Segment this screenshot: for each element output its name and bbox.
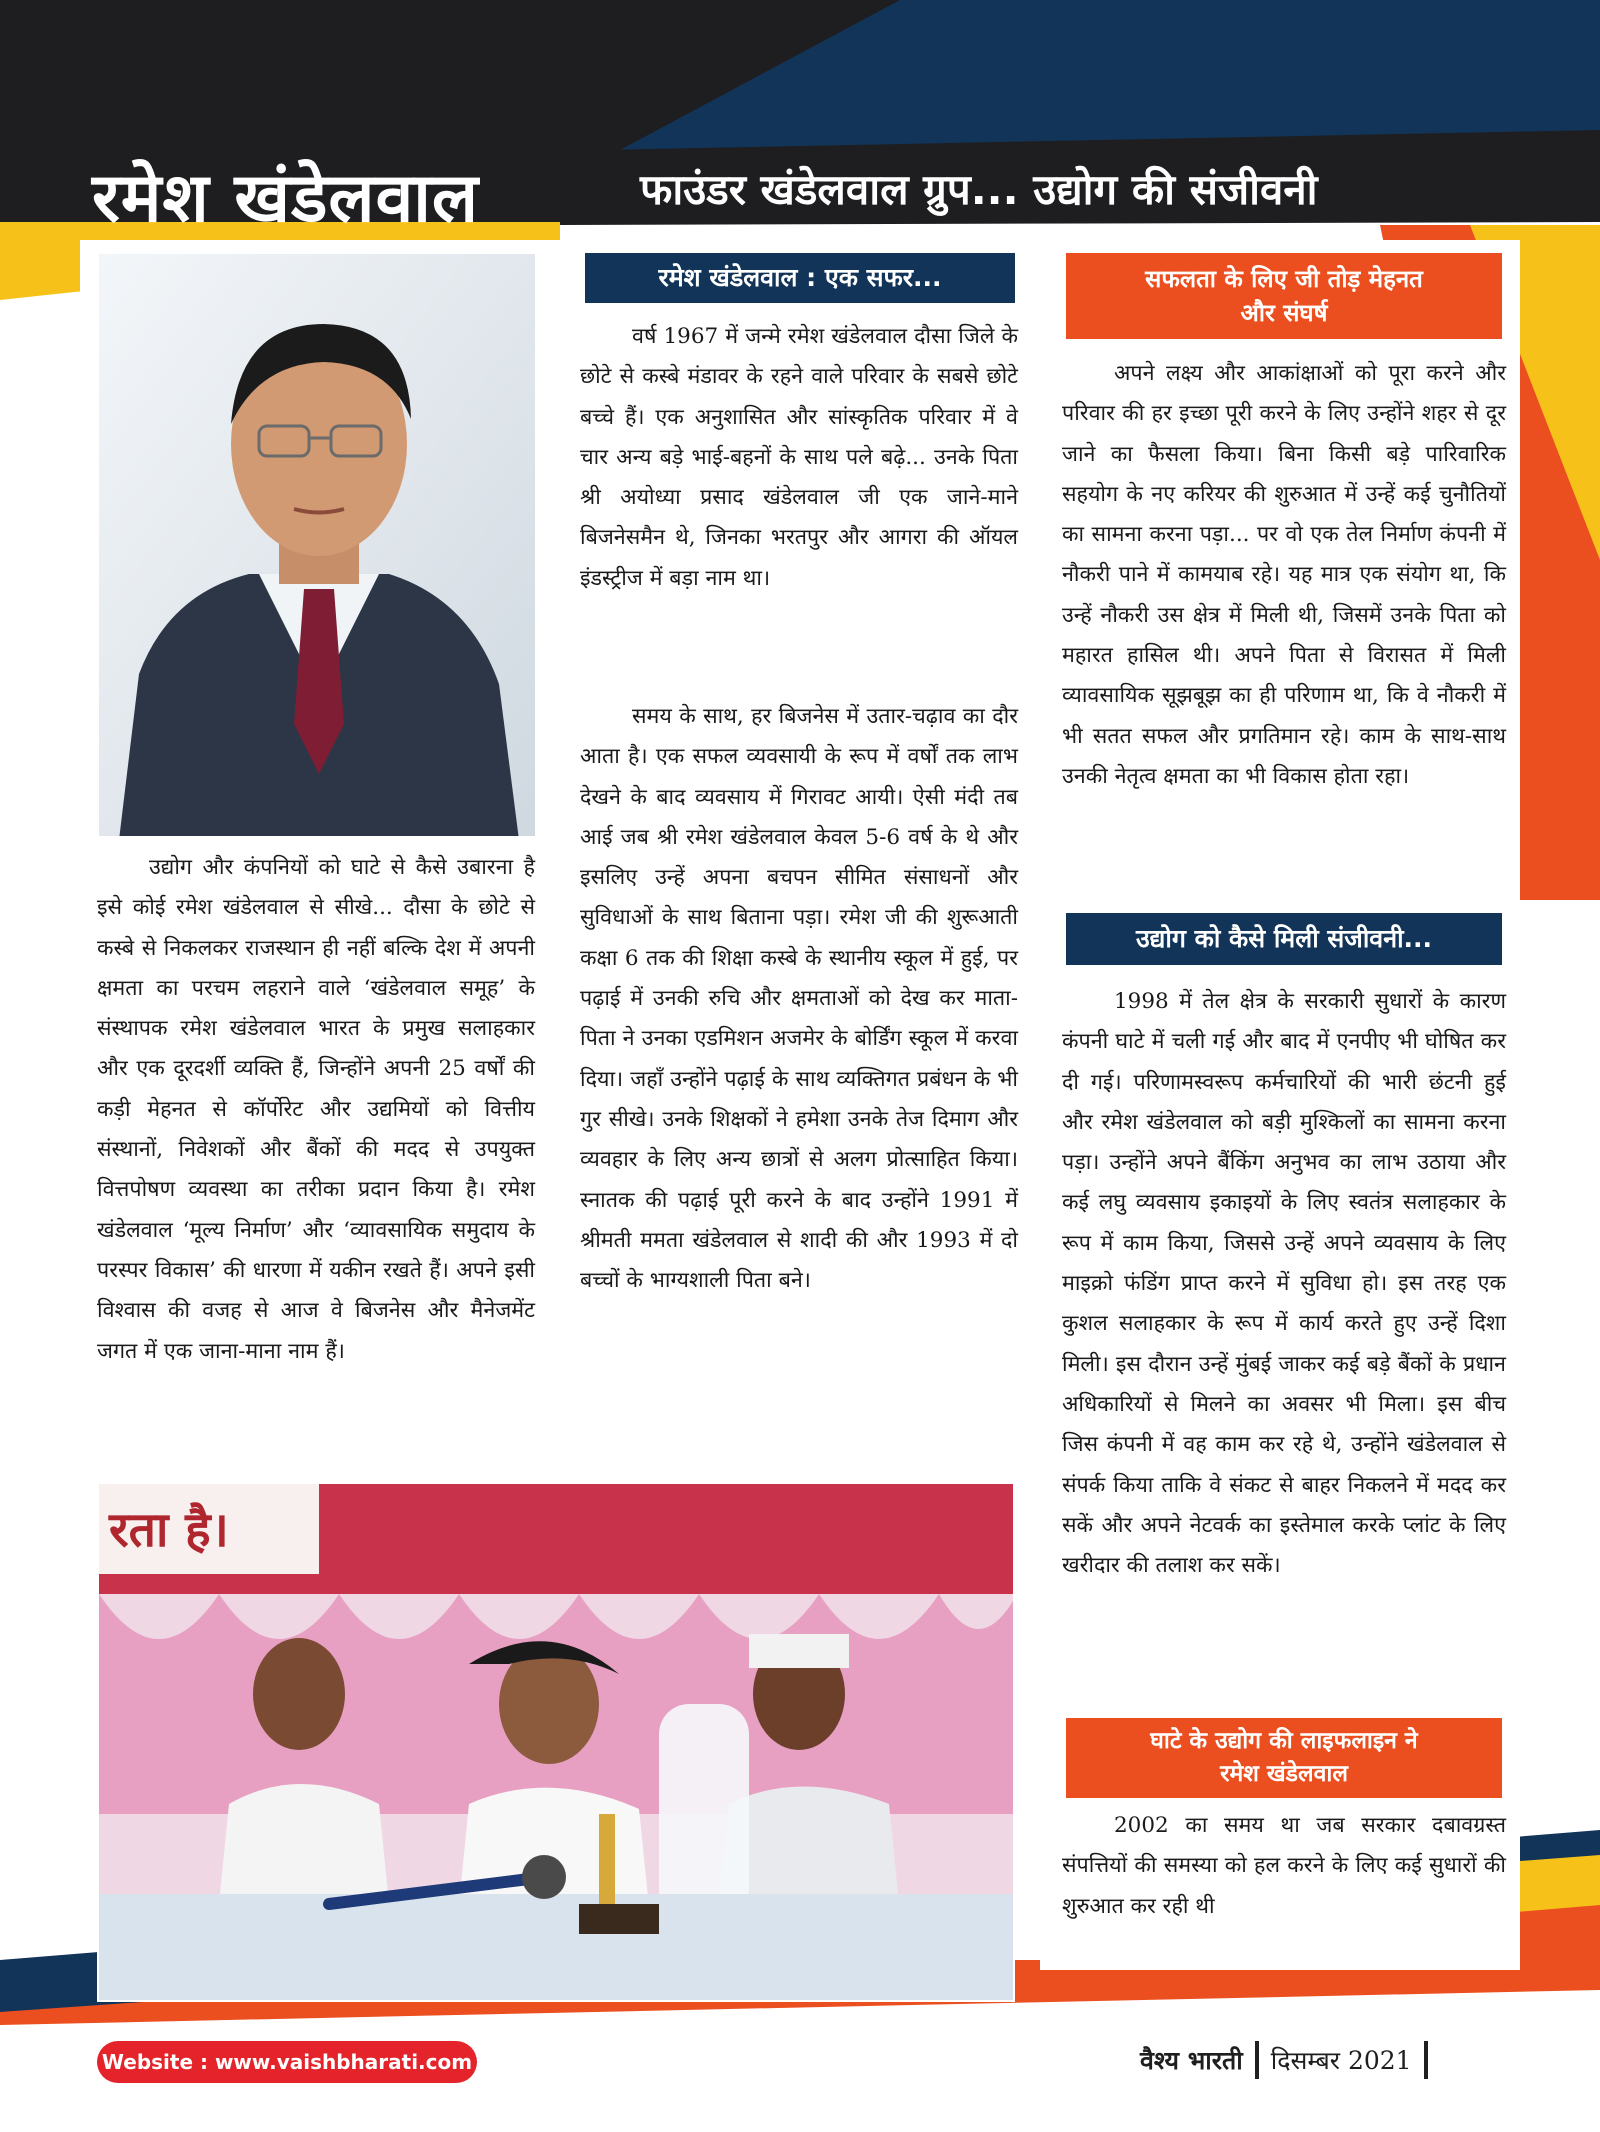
section-heading-mehnat [1066, 253, 1502, 339]
intro-paragraph: उद्योग और कंपनियों को घाटे से कैसे उबारना है इसे कोई रमेश खंडेलवाल से सीखे... दौसा के छोटे से कस्बे से निकलकर राजस्थान ही नहीं बल्कि देश में अपनी क्षमता का परचम लहराने वाले ‘खंडेलवाल समूह’ के संस्थापक रमेश खंडेलवाल भारत के प्रमुख सलाहकार और एक दूरदर्शी व्यक्ति हैं, जिन्होंने अपनी 25 वर्षों की कड़ी मेहनत से कॉर्पोरेट और उद्यमियों को वित्तीय संस्थानों, निवेशकों और बैंकों की मदद से उपयुक्त वित्तपोषण व्यवस्था का तरीका प्रदान किया है। रमेश खंडेलवाल ‘मूल्य निर्माण’ और ‘व्यावसायिक समुदाय के परस्पर विकास’ की धारणा में यकीन रखते हैं। अपने इसी विश्वास की वजह से आज वे बिजनेस और मैनेजमेंट जगत में एक जाना-माना नाम हैं। [97, 855, 535, 1364]
headline-name: रमेश खंडेलवाल [92, 159, 480, 238]
event-photo [97, 1482, 1015, 2002]
heading-line-1: सफलता के लिए जी तोड़ मेहनत [1145, 265, 1423, 293]
magazine-name: वैश्य भारती [1140, 2046, 1243, 2075]
sanjeevani-paragraph: 1998 में तेल क्षेत्र के सरकारी सुधारों के कारण कंपनी घाटे में चली गई और बाद में एनपीए भी घोषित कर दी गई। परिणामस्वरूप कर्मचारियों की भारी छंटनी हुई और रमेश खंडेलवाल को बड़ी मुश्किलों का सामना करना पड़ा। उन्होंने अपने बैंकिंग अनुभव का लाभ उठाया और कई लघु व्यवसाय इकाइयों के लिए स्वतंत्र सलाहकार के रूप में काम किया, जिससे उन्हें अपने व्यवसाय के लिए माइक्रो फंडिंग प्राप्त करने में सुविधा हो। इस तरह एक कुशल सलाहकार के रूप में कार्य करते हुए उन्हें दिशा मिली। इस दौरान उन्हें मुंबई जाकर कई बड़े बैंकों के प्रधान अधिकारियों से मिलने का अवसर भी मिला। इस बीच जिस कंपनी में वह काम कर रहे थे, उन्होंने खंडेलवाल से संपर्क किया ताकि वे संकट से बाहर निकलने में मदद कर सकें और अपने नेटवर्क का इस्तेमाल करके प्लांट के लिए खरीदार की तलाश कर सकें। [1062, 989, 1506, 1579]
heading-line-2: और संघर्ष [1240, 299, 1328, 327]
mehnat-paragraph: अपने लक्ष्य और आकांक्षाओं को पूरा करने और परिवार की हर इच्छा पूरी करने के लिए उन्होंने शहर से दूर जाने का फैसला किया। बिना किसी बड़े पारिवारिक सहयोग के नए करियर की शुरुआत में उन्हें कई चुनौतियों का सामना करना पड़ा... पर वो एक तेल निर्माण कंपनी में नौकरी पाने में कामयाब रहे। यह मात्र एक संयोग था, कि उन्हें नौकरी उस क्षेत्र में मिली थी, जिसमें उनके पिता को महारत हासिल थी। अपने पिता से विरासत में मिली व्यावसायिक सूझबूझ का ही परिणाम था, कि वे नौकरी में भी सतत सफल और प्रगतिमान रहे। काम के साथ-साथ उनकी नेतृत्व क्षमता का भी विकास होता रहा। [1062, 361, 1506, 789]
section-heading-lifeline [1066, 1718, 1502, 1798]
section-heading-safar: रमेश खंडेलवाल : एक सफर... [585, 253, 1015, 303]
lifeline-paragraph: 2002 का समय था जब सरकार दबावग्रस्त संपत्तियों की समस्या को हल करने के लिए कई सुधारों की शुरुआत कर रही थी [1062, 1813, 1506, 1919]
issue-date: दिसम्बर 2021 [1270, 2046, 1412, 2075]
section-heading-sanjeevani: उद्योग को कैसे मिली संजीवनी... [1066, 913, 1502, 965]
website-link[interactable]: Website : www.vaishbharati.com [97, 2041, 477, 2083]
water-bottle [659, 1704, 749, 1924]
footer-divider [1255, 2041, 1259, 2079]
footer-masthead [1140, 2035, 1440, 2085]
safar-paragraph-1: वर्ष 1967 में जन्मे रमेश खंडेलवाल दौसा जिले के छोटे से कस्बे मंडावर के रहने वाले परिवार के सबसे छोटे बच्चे हैं। एक अनुशासित और सांस्कृतिक परिवार में वे चार अन्य बड़े भाई-बहनों के साथ पले बढ़े... उनके पिता श्री अयोध्या प्रसाद खंडेलवाल जी एक जाने-माने बिजनेसमैन थे, जिनका भरतपुर और आगरा की ऑयल इंडस्ट्रीज में बड़ा नाम था। [580, 324, 1018, 591]
headline-subtitle: फाउंडर खंडेलवाल ग्रुप... उद्योग की संजीवनी [640, 165, 1318, 214]
heading-line-2: रमेश खंडेलवाल [1220, 1761, 1348, 1787]
portrait-photo [97, 252, 537, 838]
footer-divider [1424, 2041, 1428, 2079]
safar-paragraph-2: समय के साथ, हर बिजनेस में उतार-चढ़ाव का दौर आता है। एक सफल व्यवसायी के रूप में वर्षों तक लाभ देखने के बाद व्यवसाय में गिरावट आयी। ऐसी मंदी तब आई जब श्री रमेश खंडेलवाल केवल 5-6 वर्ष के थे और इसलिए उन्हें अपना बचपन सीमित संसाधनों और सुविधाओं के साथ बिताना पड़ा। रमेश जी की शुरूआती कक्षा 6 तक की शिक्षा कस्बे के स्थानीय स्कूल में हुई, पर पढ़ाई में उनकी रुचि और क्षमताओं को देख कर माता-पिता ने उनका एडमिशन अजमेर के बोर्डिंग स्कूल में करवा दिया। जहाँ उन्होंने पढ़ाई के साथ व्यक्तिगत प्रबंधन के भी गुर सीखे। उनके शिक्षकों ने हमेशा उनके तेज दिमाग और व्यवहार के लिए अन्य छात्रों से अलग प्रोत्साहित किया। स्नातक की पढ़ाई पूरी करने के बाद उन्होंने 1991 में श्रीमती ममता खंडेलवाल से शादी की और 1993 में दो बच्चों के भाग्यशाली पिता बने। [580, 704, 1018, 1294]
banner-text: रता है। [109, 1502, 229, 1558]
heading-line-1: घाटे के उद्योग की लाइफलाइन ने [1150, 1728, 1418, 1754]
